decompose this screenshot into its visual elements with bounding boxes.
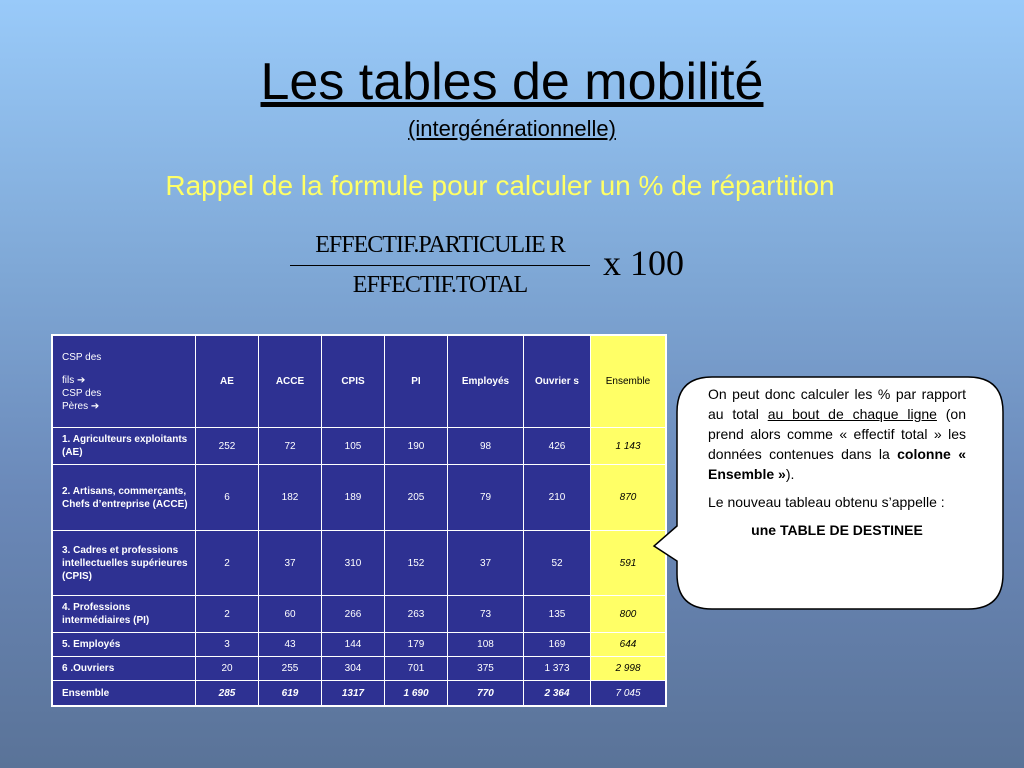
table-row (53, 531, 666, 596)
table-total-row (53, 681, 666, 706)
table-cell: 179 (385, 633, 448, 657)
formula-numerator: EFFECTIF.PARTICULIE R (315, 232, 565, 258)
table-cell: 190 (385, 428, 448, 465)
table-header-row (53, 336, 666, 428)
table-cell: 6 (196, 465, 259, 531)
table-cell: 266 (322, 596, 385, 633)
table-cell: 52 (524, 531, 591, 596)
formula-denominator: EFFECTIF.TOTAL (352, 272, 528, 298)
table-row (53, 465, 666, 531)
corner-line: Pères ➔ (62, 400, 100, 412)
table-cell: 43 (259, 633, 322, 657)
callout-text (708, 384, 966, 548)
slide-title: Les tables de mobilité (260, 53, 764, 111)
table-cell: 255 (259, 657, 322, 681)
table-cell: 37 (259, 531, 322, 596)
ensemble-cell: 591 (591, 531, 666, 596)
table-cell: 3 (196, 633, 259, 657)
corner-line: fils ➔ (62, 374, 86, 386)
column-header: PI (385, 336, 448, 428)
table-cell: 310 (322, 531, 385, 596)
table-cell: 2 (196, 531, 259, 596)
table-cell: 252 (196, 428, 259, 465)
table-cell: 304 (322, 657, 385, 681)
table-row (53, 428, 666, 465)
row-header: Ensemble (53, 681, 196, 706)
table-row (53, 596, 666, 633)
table-cell: 60 (259, 596, 322, 633)
ensemble-cell: 1 143 (591, 428, 666, 465)
callout-text-part: ). (785, 466, 795, 482)
table-cell: 375 (448, 657, 524, 681)
callout-bubble (652, 376, 1004, 610)
table-cell: 426 (524, 428, 591, 465)
table-row (53, 633, 666, 657)
callout-conclusion: une TABLE DE DESTINEE (751, 522, 923, 538)
column-header: AE (196, 336, 259, 428)
table-cell: 105 (322, 428, 385, 465)
ensemble-total-cell: 7 045 (591, 681, 666, 706)
callout-bold-text: colonne « Ensemble » (708, 446, 966, 482)
table-cell: 182 (259, 465, 322, 531)
table-cell: 98 (448, 428, 524, 465)
table-cell: 1 690 (385, 681, 448, 706)
ensemble-cell: 800 (591, 596, 666, 633)
column-header: Employés (448, 336, 524, 428)
ensemble-cell: 644 (591, 633, 666, 657)
callout-paragraph: Le nouveau tableau obtenu s’appelle : (708, 494, 945, 510)
callout-paragraph (708, 384, 966, 484)
row-header: 3. Cadres et professions intellectuelles supérieures (CPIS) (53, 531, 196, 596)
ensemble-cell: 2 998 (591, 657, 666, 681)
column-header: Ouvrier s (524, 336, 591, 428)
ensemble-cell: 870 (591, 465, 666, 531)
table-cell: 108 (448, 633, 524, 657)
table-cell: 189 (322, 465, 385, 531)
table-cell: 144 (322, 633, 385, 657)
table-cell: 619 (259, 681, 322, 706)
table-cell: 20 (196, 657, 259, 681)
table-cell: 770 (448, 681, 524, 706)
table-cell: 169 (524, 633, 591, 657)
callout-text-part: On peut donc calculer les % par rapport au total (708, 386, 966, 422)
formula-multiplier: x 100 (603, 243, 684, 283)
table-cell: 73 (448, 596, 524, 633)
table-cell: 79 (448, 465, 524, 531)
column-header: ACCE (259, 336, 322, 428)
fraction-bar (290, 265, 590, 266)
row-header: 2. Artisans, commerçants, Chefs d’entreprise (ACCE) (53, 465, 196, 531)
table-cell: 285 (196, 681, 259, 706)
table-cell: 152 (385, 531, 448, 596)
percentage-formula (290, 232, 710, 302)
column-header: CPIS (322, 336, 385, 428)
slide-subtitle: (intergénérationnelle) (408, 116, 616, 141)
row-header: 1. Agriculteurs exploitants (AE) (53, 428, 196, 465)
table-cell: 37 (448, 531, 524, 596)
table-cell: 72 (259, 428, 322, 465)
mobility-table (52, 335, 666, 706)
table-corner-header (53, 336, 196, 428)
column-header-ensemble: Ensemble (591, 336, 666, 428)
callout-text-part: (on prend alors comme « effectif total » les données contenues dans la (708, 406, 967, 462)
table-cell: 263 (385, 596, 448, 633)
table-cell: 1317 (322, 681, 385, 706)
row-header: 6 .Ouvriers (53, 657, 196, 681)
callout-underlined-text: au bout de chaque ligne (767, 406, 937, 422)
corner-line: CSP des (62, 351, 102, 363)
table-cell: 205 (385, 465, 448, 531)
table-cell: 701 (385, 657, 448, 681)
row-header: 4. Professions intermédiaires (PI) (53, 596, 196, 633)
table-cell: 2 364 (524, 681, 591, 706)
corner-line: CSP des (62, 387, 102, 399)
row-header: 5. Employés (53, 633, 196, 657)
table-cell: 135 (524, 596, 591, 633)
table-cell: 1 373 (524, 657, 591, 681)
table-cell: 210 (524, 465, 591, 531)
table-row (53, 657, 666, 681)
table-cell: 2 (196, 596, 259, 633)
formula-intro: Rappel de la formule pour calculer un % de répartition (165, 170, 835, 201)
